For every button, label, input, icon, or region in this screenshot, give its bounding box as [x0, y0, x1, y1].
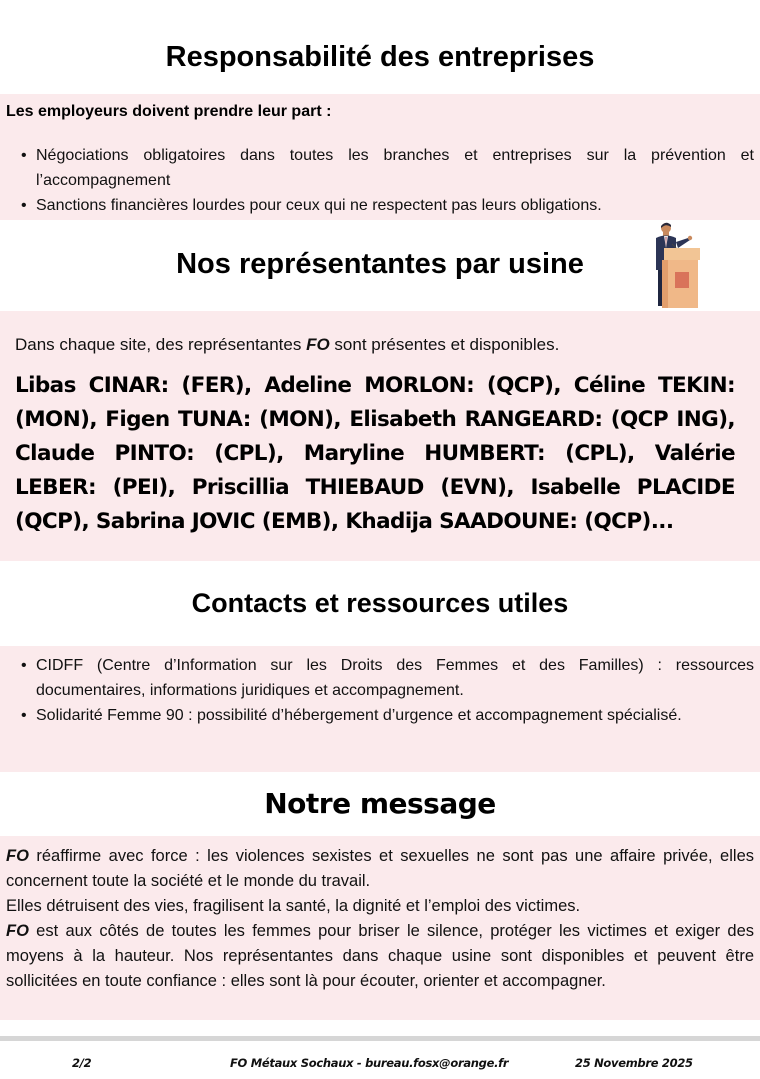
- list-item: • Solidarité Femme 90 : possibilité d’hébergement d’urgence et accompagnement spécialisé.: [0, 703, 760, 728]
- message-body: [6, 844, 754, 994]
- fo-brand: FO: [6, 922, 29, 940]
- section-title-representantes: Nos représentantes par usine: [176, 248, 584, 280]
- representantes-names: Libas CINAR: (FER), Adeline MORLON: (QCP), Céline TEKIN: (MON), Figen TUNA: (MON), Elisabeth RANGEARD: (QCP ING), Claude PINTO: (CPL), Maryline HUMBERT: (CPL), Valérie LEBER: (PEI), Priscillia THIEBAUD (EVN), Isabelle PLACIDE (QCP), Sabrina JOVIC (EMB), Khadija SAADOUNE: (QCP)...: [15, 373, 735, 534]
- list-item: • Sanctions financières lourdes pour ceux qui ne respectent pas leurs obligations.: [0, 193, 760, 218]
- list-item: • Négociations obligatoires dans toutes les branches et entreprises sur la prévention et l’accompagnement: [0, 143, 760, 193]
- representantes-intro: [15, 335, 559, 355]
- list-item: • CIDFF (Centre d’Information sur les Droits des Femmes et des Familles) : ressources documentaires, informations juridiques et accompagnement.: [0, 653, 760, 703]
- contacts-panel: [0, 646, 760, 772]
- fo-brand: FO: [6, 847, 29, 865]
- section-title-responsabilite: Responsabilité des entreprises: [165, 41, 595, 73]
- responsabilite-panel: [0, 94, 760, 220]
- page-number: 2/2: [72, 1056, 92, 1070]
- message-paragraph: [6, 844, 754, 894]
- footer-contact: FO Métaux Sochaux - bureau.fosx@orange.fr: [230, 1056, 509, 1070]
- representantes-panel: [0, 311, 760, 561]
- responsabilite-list: [0, 143, 760, 218]
- speaker-podium-icon: [648, 220, 704, 310]
- footer: [0, 1056, 760, 1076]
- message-paragraph: [6, 919, 754, 994]
- message-panel: [0, 836, 760, 1020]
- intro-text: Dans chaque site, des représentantes: [15, 335, 307, 354]
- footer-divider: [0, 1036, 760, 1041]
- intro-text: sont présentes et disponibles.: [329, 335, 560, 354]
- fo-brand: FO: [306, 335, 330, 354]
- section-title-contacts: Contacts et ressources utiles: [191, 588, 569, 618]
- paragraph-text: réaffirme avec force : les violences sexistes et sexuelles ne sont pas une affaire privée, elles concernent toute la société et le monde du travail.: [6, 847, 754, 890]
- responsabilite-intro: Les employeurs doivent prendre leur part :: [6, 103, 332, 120]
- paragraph-text: est aux côtés de toutes les femmes pour briser le silence, protéger les victimes et exiger des moyens à la hauteur. Nos représentantes dans chaque usine sont disponibles et peuvent être sollicitées en toute confiance : elles sont là pour écouter, orienter et accompagner.: [6, 922, 754, 990]
- footer-date: 25 Novembre 2025: [575, 1056, 693, 1070]
- contacts-list: [0, 653, 760, 728]
- message-paragraph: [6, 894, 754, 919]
- paragraph-text: Elles détruisent des vies, fragilisent la santé, la dignité et l’emploi des victimes.: [6, 897, 581, 915]
- section-title-message: Notre message: [264, 787, 496, 820]
